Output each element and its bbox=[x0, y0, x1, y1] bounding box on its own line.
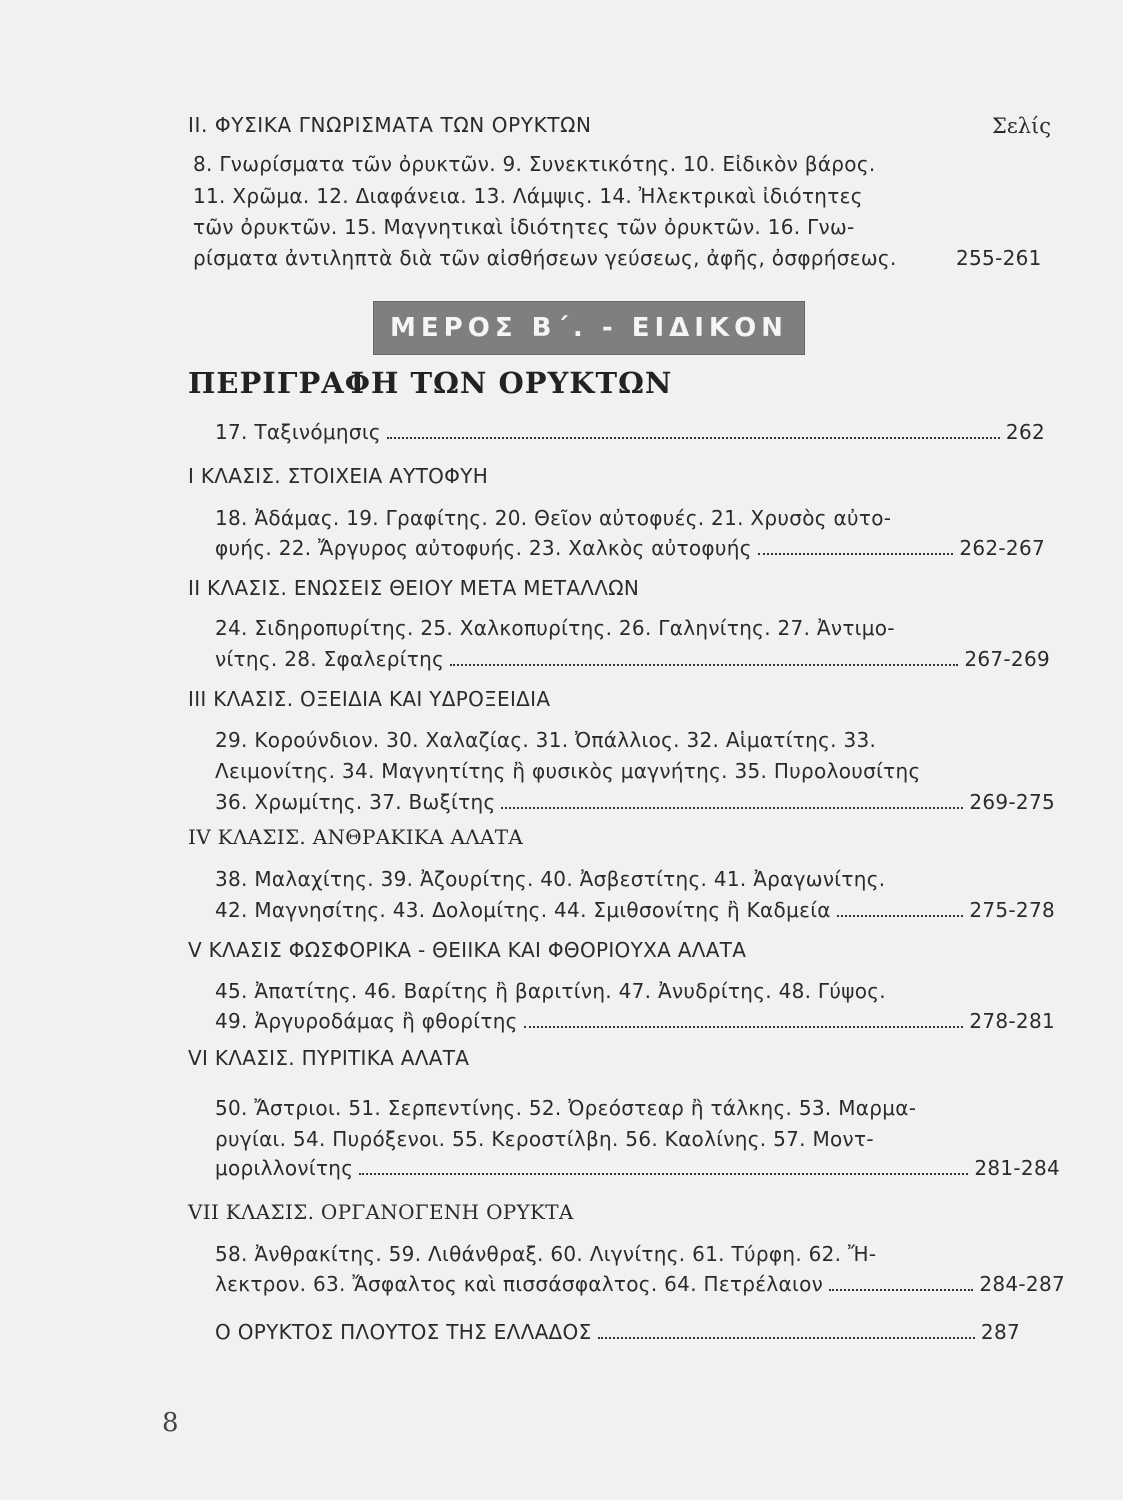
page-number: 8 bbox=[162, 1408, 179, 1438]
toc-entry-pages: 287 bbox=[980, 1320, 1020, 1344]
toc-entry-text: 42. Μαγνησίτης. 43. Δολομίτης. 44. Σμιθσονίτης ἢ Καδμεία bbox=[215, 898, 831, 922]
class-3-heading: III ΚΛΑΣΙΣ. ΟΞΕΙΔΙΑ ΚΑΙ ΥΔΡΟΞΕΙΔΙΑ bbox=[188, 687, 551, 711]
class-2-heading: II ΚΛΑΣΙΣ. ΕΝΩΣΕΙΣ ΘΕΙΟΥ ΜΕΤΑ ΜΕΤΑΛΛΩΝ bbox=[188, 576, 640, 600]
class-6-line-3 bbox=[215, 1155, 1060, 1181]
dot-leader bbox=[501, 789, 963, 809]
toc-entry-pages: 267-269 bbox=[964, 647, 1050, 671]
section-title: ΠΕΡΙΓΡΑΦΗ ΤΩΝ ΟΡΥΚΤΩΝ bbox=[188, 366, 673, 400]
dot-leader bbox=[758, 535, 954, 555]
toc-entry-pages: 281-284 bbox=[974, 1156, 1060, 1180]
dot-leader bbox=[387, 419, 1000, 439]
toc-entry-mineral-wealth bbox=[215, 1319, 1020, 1345]
class-6-line-2: ρυγίαι. 54. Πυρόξενοι. 55. Κεροστίλβη. 56. Καολίνης. 57. Μοντ- bbox=[215, 1127, 874, 1151]
class-7-line-1: 58. Ἀνθρακίτης. 59. Λιθάνθραξ. 60. Λιγνίτης. 61. Τύρφη. 62. Ἤ- bbox=[215, 1242, 877, 1266]
class-5-heading: V ΚΛΑΣΙΣ ΦΩΣΦΟΡΙΚΑ - ΘΕΙΙΚΑ ΚΑΙ ΦΘΟΡΙΟΥΧΑ ΑΛΑΤΑ bbox=[188, 938, 747, 962]
toc-entry-text: λεκτρον. 63. Ἄσφαλτος καὶ πισσάσφαλτος. 64. Πετρέλαιον bbox=[215, 1272, 824, 1296]
toc-entry-text: 17. Ταξινόμησις bbox=[215, 420, 381, 444]
toc-entry-pages: 262 bbox=[1005, 420, 1045, 444]
toc-entry-classification bbox=[215, 419, 1045, 445]
toc-entry-text: Ο ΟΡΥΚΤΟΣ ΠΛΟΥΤΟΣ ΤΗΣ ΕΛΛΑΔΟΣ bbox=[215, 1320, 592, 1344]
intro-pages: 255-261 bbox=[956, 246, 1042, 270]
class-6-line-1: 50. Ἄστριοι. 51. Σερπεντίνης. 52. Ὀρεόστεαρ ἢ τάλκης. 53. Μαρμα- bbox=[215, 1096, 917, 1120]
class-1-line-2 bbox=[215, 535, 1045, 561]
dot-leader bbox=[524, 1008, 964, 1028]
intro-line-3: τῶν ὀρυκτῶν. 15. Μαγνητικαὶ ἰδιότητες τῶν ὀρυκτῶν. 16. Γνω- bbox=[193, 215, 855, 239]
toc-entry-pages: 275-278 bbox=[969, 898, 1055, 922]
class-2-line-1: 24. Σιδηροπυρίτης. 25. Χαλκοπυρίτης. 26. Γαληνίτης. 27. Ἀντιμο- bbox=[215, 616, 895, 640]
class-1-line-1: 18. Ἀδάμας. 19. Γραφίτης. 20. Θεῖον αὐτοφυές. 21. Χρυσὸς αὐτο- bbox=[215, 506, 892, 530]
toc-entry-text: μοριλλονίτης bbox=[215, 1156, 354, 1180]
class-7-heading: VII ΚΛΑΣΙΣ. ΟΡΓΑΝΟΓΕΝΗ ΟΡΥΚΤΑ bbox=[188, 1200, 574, 1224]
class-5-line-1: 45. Ἀπατίτης. 46. Βαρίτης ἢ βαριτίνη. 47. Ἀνυδρίτης. 48. Γύψος. bbox=[215, 979, 886, 1003]
toc-entry-pages: 284-287 bbox=[979, 1272, 1065, 1296]
class-4-line-1: 38. Μαλαχίτης. 39. Ἀζουρίτης. 40. Ἀσβεστίτης. 41. Ἀραγωνίτης. bbox=[215, 867, 886, 891]
page-column-label: Σελίς bbox=[992, 114, 1052, 138]
intro-line-4: ρίσματα ἀντιληπτὰ διὰ τῶν αἰσθήσεων γεύσεως, ἀφῆς, ὀσφρήσεως. bbox=[193, 246, 897, 270]
dot-leader bbox=[598, 1319, 975, 1339]
part-banner: ΜΕΡΟΣ Β΄. - ΕΙΔΙΚΟΝ bbox=[373, 301, 805, 355]
class-4-line-2 bbox=[215, 897, 1055, 923]
class-6-heading: VI ΚΛΑΣΙΣ. ΠΥΡΙΤΙΚΑ ΑΛΑΤΑ bbox=[188, 1046, 470, 1070]
class-5-line-2 bbox=[215, 1008, 1055, 1034]
class-3-line-1: 29. Κορούνδιον. 30. Χαλαζίας. 31. Ὀπάλλιος. 32. Αἱματίτης. 33. bbox=[215, 728, 877, 752]
dot-leader bbox=[837, 897, 964, 917]
section-heading-physical-properties: II. ΦΥΣΙΚΑ ΓΝΩΡΙΣΜΑΤΑ ΤΩΝ ΟΡΥΚΤΩΝ bbox=[188, 113, 592, 137]
class-3-line-2: Λειμονίτης. 34. Μαγνητίτης ἢ φυσικὸς μαγνήτης. 35. Πυρολουσίτης bbox=[215, 759, 921, 783]
intro-line-2: 11. Χρῶμα. 12. Διαφάνεια. 13. Λάμψις. 14. Ἠλεκτρικαὶ ἰδιότητες bbox=[193, 184, 863, 208]
class-1-heading: I ΚΛΑΣΙΣ. ΣΤΟΙΧΕΙΑ ΑΥΤΟΦΥΗ bbox=[188, 464, 489, 488]
toc-entry-pages: 262-267 bbox=[959, 536, 1045, 560]
class-7-line-2 bbox=[215, 1271, 1065, 1297]
toc-entry-pages: 278-281 bbox=[969, 1009, 1055, 1033]
dot-leader bbox=[829, 1271, 973, 1291]
class-4-heading: IV ΚΛΑΣΙΣ. ΑΝΘΡΑΚΙΚΑ ΑΛΑΤΑ bbox=[188, 825, 524, 849]
toc-entry-text: φυής. 22. Ἄργυρος αὐτοφυής. 23. Χαλκὸς αὐτοφυής bbox=[215, 536, 752, 560]
class-2-line-2 bbox=[215, 646, 1050, 672]
class-3-line-3 bbox=[215, 789, 1055, 815]
intro-line-1: 8. Γνωρίσματα τῶν ὀρυκτῶν. 9. Συνεκτικότης. 10. Εἰδικὸν βάρος. bbox=[193, 152, 876, 176]
dot-leader bbox=[450, 646, 958, 666]
toc-entry-text: νίτης. 28. Σφαλερίτης bbox=[215, 647, 445, 671]
toc-entry-text: 36. Χρωμίτης. 37. Βωξίτης bbox=[215, 790, 496, 814]
toc-entry-pages: 269-275 bbox=[969, 790, 1055, 814]
toc-entry-text: 49. Ἀργυροδάμας ἢ φθορίτης bbox=[215, 1009, 518, 1033]
dot-leader bbox=[359, 1155, 968, 1175]
